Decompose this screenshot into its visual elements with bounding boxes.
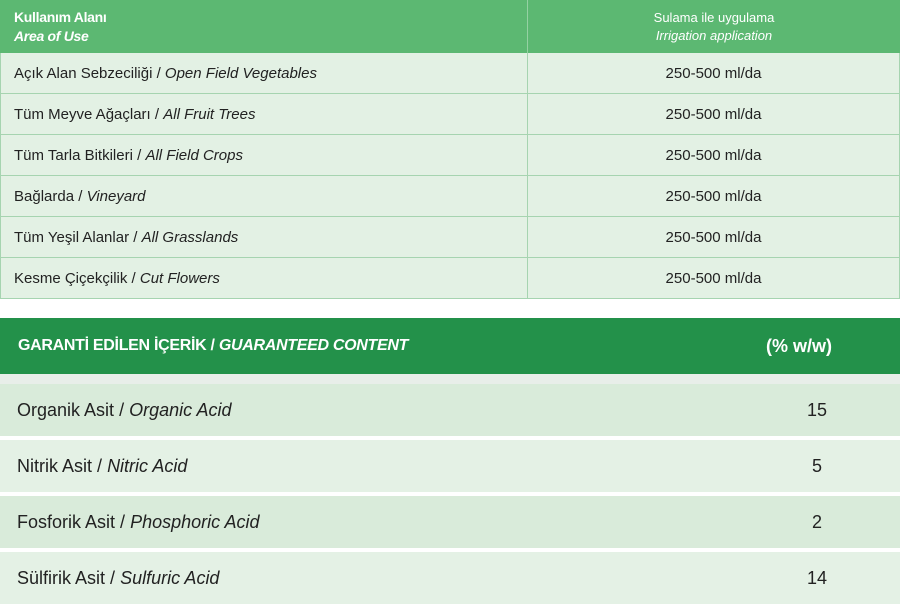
content-label bbox=[17, 400, 231, 421]
dose-value: 250-500 ml/da bbox=[665, 105, 762, 123]
area-of-use-header-cell bbox=[0, 0, 528, 53]
area-name-en: Vineyard bbox=[86, 187, 146, 205]
content-name-tr: Sülfirik Asit bbox=[17, 567, 106, 588]
content-name-en: Phosphoric Acid bbox=[130, 511, 260, 532]
dose-value: 250-500 ml/da bbox=[665, 146, 762, 164]
content-unit-label: (% w/w) bbox=[766, 335, 832, 356]
content-row bbox=[0, 384, 900, 436]
content-name-cell bbox=[17, 552, 219, 604]
content-name-tr: Fosforik Asit bbox=[17, 511, 116, 532]
usage-row-area-cell bbox=[1, 135, 528, 175]
usage-row bbox=[1, 175, 899, 216]
content-value: 14 bbox=[806, 567, 828, 588]
area-of-use-header-en: Area of Use bbox=[14, 27, 89, 44]
dose-value: 250-500 ml/da bbox=[665, 269, 762, 287]
separator: / bbox=[154, 105, 160, 123]
dose-value: 250-500 ml/da bbox=[665, 64, 762, 82]
area-name-tr: Tüm Tarla Bitkileri bbox=[14, 146, 133, 164]
separator: / bbox=[78, 187, 83, 205]
application-header-tr: Sulama ile uygulama bbox=[653, 9, 775, 25]
usage-row-area-cell bbox=[1, 176, 528, 216]
usage-row bbox=[1, 134, 899, 175]
area-name-tr: Kesme Çiçekçilik bbox=[14, 269, 128, 287]
content-name-cell bbox=[17, 384, 231, 436]
usage-row-dose-cell bbox=[528, 258, 899, 298]
separator: / bbox=[210, 337, 215, 354]
usage-row bbox=[1, 257, 899, 298]
usage-row-dose-cell bbox=[528, 94, 899, 134]
usage-row-dose-cell bbox=[528, 135, 899, 175]
separator: / bbox=[120, 511, 126, 532]
usage-row-area-cell bbox=[1, 258, 528, 298]
content-table-title bbox=[18, 318, 408, 374]
content-name-en: Sulfuric Acid bbox=[120, 567, 220, 588]
content-label bbox=[17, 512, 259, 533]
area-name-en: All Field Crops bbox=[145, 146, 243, 164]
usage-row-dose-cell bbox=[528, 176, 899, 216]
area-label bbox=[14, 65, 317, 82]
usage-row bbox=[1, 93, 899, 134]
content-row bbox=[0, 440, 900, 492]
area-label bbox=[14, 229, 238, 246]
content-name-tr: Organik Asit bbox=[17, 399, 115, 420]
application-header-en: Irrigation application bbox=[655, 27, 773, 43]
content-title-label bbox=[18, 337, 408, 355]
usage-row-area-cell bbox=[1, 53, 528, 93]
area-label bbox=[14, 270, 220, 287]
content-title-tr: GARANTİ EDİLEN İÇERİK bbox=[18, 337, 207, 354]
content-table-header bbox=[0, 318, 900, 374]
content-name-en: Nitric Acid bbox=[107, 455, 188, 476]
usage-row-dose-cell bbox=[528, 217, 899, 257]
separator: / bbox=[137, 146, 142, 164]
usage-row-dose-cell bbox=[528, 53, 899, 93]
separator: / bbox=[133, 228, 138, 246]
dose-value: 250-500 ml/da bbox=[665, 228, 762, 246]
dose-value: 250-500 ml/da bbox=[665, 187, 762, 205]
area-name-tr: Bağlarda bbox=[14, 187, 75, 205]
content-label bbox=[17, 456, 187, 477]
area-name-en: Open Field Vegetables bbox=[164, 64, 317, 82]
content-name-cell bbox=[17, 440, 187, 492]
content-name-en: Organic Acid bbox=[129, 399, 232, 420]
usage-row-area-cell bbox=[1, 217, 528, 257]
content-name-tr: Nitrik Asit bbox=[17, 455, 93, 476]
content-value: 2 bbox=[811, 511, 822, 532]
area-name-tr: Açık Alan Sebzeciliği bbox=[14, 64, 153, 82]
separator: / bbox=[156, 64, 161, 82]
area-name-en: Cut Flowers bbox=[139, 269, 220, 287]
area-name-tr: Tüm Meyve Ağaçları bbox=[14, 105, 151, 123]
usage-row bbox=[1, 216, 899, 257]
usage-row-area-cell bbox=[1, 94, 528, 134]
content-title-en: GUARANTEED CONTENT bbox=[218, 337, 409, 354]
area-name-tr: Tüm Yeşil Alanlar bbox=[14, 228, 130, 246]
area-label bbox=[14, 188, 146, 205]
usage-table-body bbox=[0, 53, 900, 299]
separator: / bbox=[97, 455, 103, 476]
content-label bbox=[17, 568, 219, 589]
content-value: 5 bbox=[811, 455, 822, 476]
content-row bbox=[0, 552, 900, 604]
application-header-cell bbox=[528, 0, 900, 53]
area-label bbox=[14, 147, 243, 164]
content-header-divider bbox=[0, 374, 900, 384]
area-name-en: All Grasslands bbox=[141, 228, 239, 246]
separator: / bbox=[119, 399, 125, 420]
separator: / bbox=[110, 567, 116, 588]
content-row bbox=[0, 496, 900, 548]
area-name-en: All Fruit Trees bbox=[163, 105, 256, 123]
content-name-cell bbox=[17, 496, 259, 548]
usage-row bbox=[1, 53, 899, 93]
separator: / bbox=[131, 269, 136, 287]
content-value: 15 bbox=[806, 399, 828, 420]
usage-table-header bbox=[0, 0, 900, 53]
area-of-use-header-tr: Kullanım Alanı bbox=[14, 8, 107, 25]
area-label bbox=[14, 106, 255, 123]
usage-table bbox=[0, 0, 900, 299]
